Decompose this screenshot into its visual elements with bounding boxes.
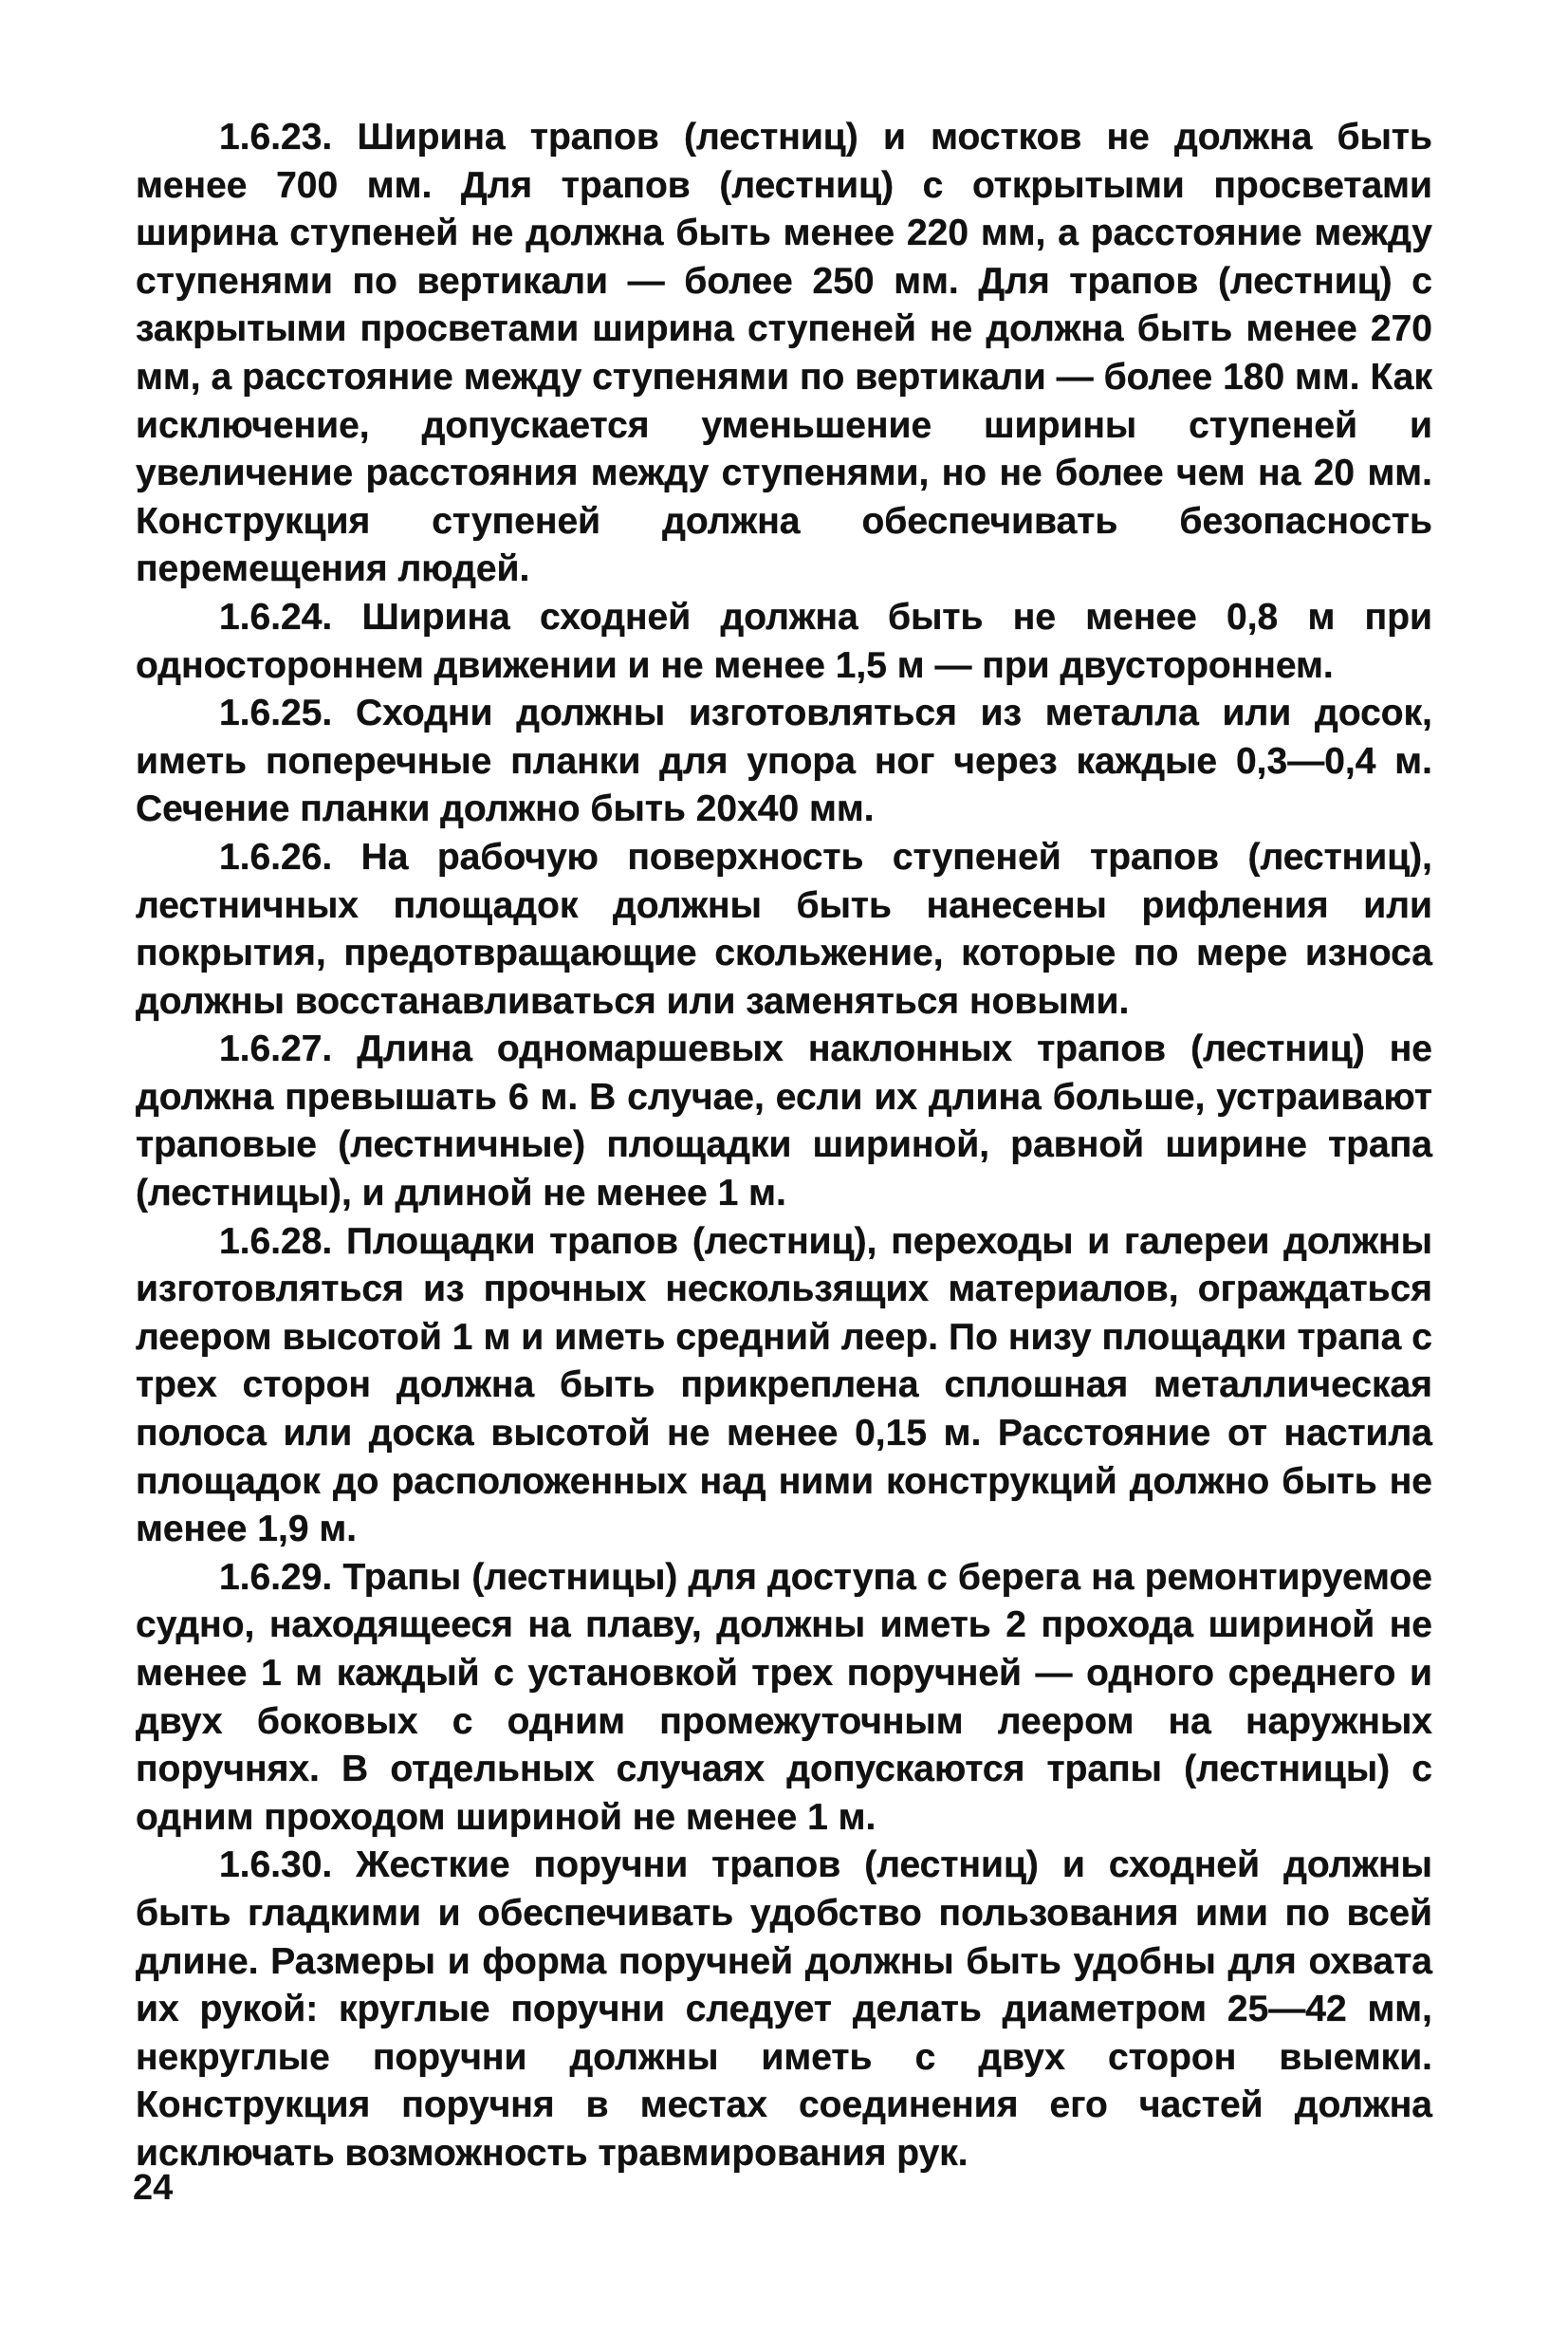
paragraph-1-6-28: 1.6.28. Площадки трапов (лестниц), переходы и галереи должны изготовляться из прочных нескользящих материалов, ограждаться леером высотой 1 м и иметь средний леер. По низу площадки трапа с трех сторон должна быть прикреплена сплошная металлическая полоса или доска высотой не менее 0,15 м. Расстояние от настила площадок до расположенных над ними конструкций должно быть не менее 1,9 м.	[136, 1220, 1432, 1550]
paragraph-1-6-26: 1.6.26. На рабочую поверхность ступеней трапов (лестниц), лестничных площадок должны быть нанесены рифления или покрытия, предотвращающие скольжение, которые по мере износа должны восстанавливаться или заменяться новыми.	[136, 836, 1432, 1022]
paragraph-1-6-29: 1.6.29. Трапы (лестницы) для доступа с берега на ремонтируемое судно, находящееся на плаву, должны иметь 2 прохода шириной не менее 1 м каждый с установкой трех поручней — одного среднего и двух боковых с одним промежуточным леером на наружных поручнях. В отдельных случаях допускаются трапы (лестницы) с одним проходом шириной не менее 1 м.	[136, 1556, 1432, 1838]
body-text	[136, 114, 1432, 2178]
paragraph-1-6-23: 1.6.23. Ширина трапов (лестниц) и мостков не должна быть менее 700 мм. Для трапов (лестниц) с открытыми просветами ширина ступеней не должна быть менее 220 мм, а расстояние между ступенями по вертикали — более 250 мм. Для трапов (лестниц) с закрытыми просветами ширина ступеней не должна быть менее 270 мм, а расстояние между ступенями по вертикали — более 180 мм. Как исключение, допускается уменьшение ширины ступеней и увеличение расстояния между ступенями, но не более чем на 20 мм. Конструкция ступеней должна обеспечивать безопасность перемещения людей.	[136, 117, 1432, 590]
paragraph-1-6-27: 1.6.27. Длина одномаршевых наклонных трапов (лестниц) не должна превышать 6 м. В случае, если их длина больше, устраивают трапoвые (лестничные) площадки шириной, равной ширине трапа (лестницы), и длиной не менее 1 м.	[136, 1028, 1432, 1214]
page-number: 24	[133, 2168, 174, 2208]
paragraph-1-6-25: 1.6.25. Сходни должны изготовляться из металла или досок, иметь поперечные планки для упора ног через каждые 0,3—0,4 м. Сечение планки должно быть 20x40 мм.	[136, 693, 1432, 830]
paragraph-1-6-24: 1.6.24. Ширина сходней должна быть не менее 0,8 м при одностороннем движении и не менее 1,5 м — при двустороннем.	[136, 596, 1432, 686]
paragraph-1-6-30: 1.6.30. Жесткие поручни трапов (лестниц) и сходней должны быть гладкими и обеспечивать удобство пользования ими по всей длине. Размеры и форма поручней должны быть удобны для охвата их рукой: круглые поручни следует делать диаметром 25—42 мм, некруглые поручни должны иметь с двух сторон выемки. Конструкция поручня в местах соединения его частей должна исключать возможность травмирования рук.	[136, 1844, 1432, 2174]
